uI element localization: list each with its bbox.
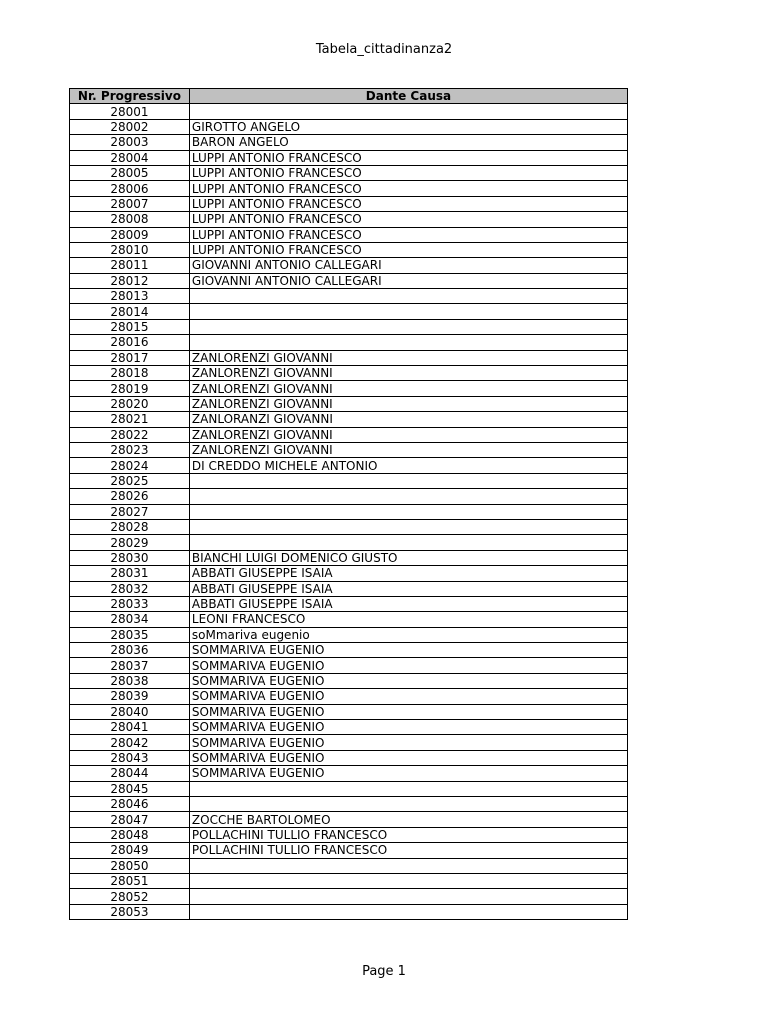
table-row	[70, 566, 628, 581]
table-row	[70, 581, 628, 596]
cell-dante-causa: ZANLORENZI GIOVANNI	[189, 427, 627, 442]
cell-dante-causa: GIROTTO ANGELO	[189, 119, 627, 134]
cell-nr-progressivo: 28007	[70, 196, 190, 211]
cell-nr-progressivo: 28037	[70, 658, 190, 673]
table-body	[70, 104, 628, 920]
table-row	[70, 319, 628, 334]
page-number: Page 1	[362, 964, 406, 979]
cell-dante-causa: LUPPI ANTONIO FRANCESCO	[189, 242, 627, 257]
table-row	[70, 458, 628, 473]
table-row	[70, 858, 628, 873]
table-row	[70, 889, 628, 904]
cell-nr-progressivo: 28040	[70, 704, 190, 719]
table-row	[70, 165, 628, 180]
cell-dante-causa: SOMMARIVA EUGENIO	[189, 658, 627, 673]
cell-nr-progressivo: 28047	[70, 812, 190, 827]
cell-nr-progressivo: 28015	[70, 319, 190, 334]
table-row	[70, 258, 628, 273]
cell-dante-causa	[189, 504, 627, 519]
cell-nr-progressivo: 28025	[70, 473, 190, 488]
table-row	[70, 720, 628, 735]
cell-dante-causa	[189, 904, 627, 919]
table-row	[70, 289, 628, 304]
table-row	[70, 704, 628, 719]
cell-nr-progressivo: 28001	[70, 104, 190, 119]
table-row	[70, 535, 628, 550]
cell-nr-progressivo: 28033	[70, 596, 190, 611]
table-row	[70, 196, 628, 211]
cell-dante-causa: POLLACHINI TULLIO FRANCESCO	[189, 843, 627, 858]
cell-dante-causa: SOMMARIVA EUGENIO	[189, 673, 627, 688]
cell-nr-progressivo: 28024	[70, 458, 190, 473]
header-nr-progressivo: Nr. Progressivo	[70, 89, 190, 104]
cell-dante-causa: SOMMARIVA EUGENIO	[189, 750, 627, 765]
cell-dante-causa: SOMMARIVA EUGENIO	[189, 735, 627, 750]
cell-nr-progressivo: 28048	[70, 827, 190, 842]
cell-dante-causa	[189, 489, 627, 504]
table-row	[70, 119, 628, 134]
cell-dante-causa: ZANLORENZI GIOVANNI	[189, 381, 627, 396]
cell-nr-progressivo: 28014	[70, 304, 190, 319]
cell-dante-causa	[189, 535, 627, 550]
cell-nr-progressivo: 28028	[70, 519, 190, 534]
cell-dante-causa	[189, 858, 627, 873]
cell-dante-causa: ZANLORENZI GIOVANNI	[189, 350, 627, 365]
table-row	[70, 350, 628, 365]
table-row	[70, 658, 628, 673]
cell-nr-progressivo: 28045	[70, 781, 190, 796]
cell-nr-progressivo: 28017	[70, 350, 190, 365]
cell-dante-causa: SOMMARIVA EUGENIO	[189, 720, 627, 735]
cell-nr-progressivo: 28022	[70, 427, 190, 442]
table-row	[70, 412, 628, 427]
cell-nr-progressivo: 28009	[70, 227, 190, 242]
cell-nr-progressivo: 28046	[70, 796, 190, 811]
cell-nr-progressivo: 28052	[70, 889, 190, 904]
cell-dante-causa	[189, 289, 627, 304]
cell-nr-progressivo: 28011	[70, 258, 190, 273]
cell-nr-progressivo: 28016	[70, 335, 190, 350]
cell-dante-causa	[189, 889, 627, 904]
cell-dante-causa: SOMMARIVA EUGENIO	[189, 766, 627, 781]
table-row	[70, 766, 628, 781]
cell-nr-progressivo: 28020	[70, 396, 190, 411]
cell-nr-progressivo: 28038	[70, 673, 190, 688]
table-row	[70, 643, 628, 658]
table-row	[70, 612, 628, 627]
table-row	[70, 381, 628, 396]
cell-dante-causa: LUPPI ANTONIO FRANCESCO	[189, 150, 627, 165]
table-header-row	[70, 89, 628, 104]
cell-nr-progressivo: 28036	[70, 643, 190, 658]
cell-nr-progressivo: 28039	[70, 689, 190, 704]
cell-dante-causa	[189, 319, 627, 334]
cell-dante-causa: LEONI FRANCESCO	[189, 612, 627, 627]
cell-dante-causa: ZANLORENZI GIOVANNI	[189, 442, 627, 457]
cell-nr-progressivo: 28005	[70, 165, 190, 180]
table-row	[70, 904, 628, 919]
table-row	[70, 181, 628, 196]
cell-dante-causa	[189, 104, 627, 119]
cell-nr-progressivo: 28013	[70, 289, 190, 304]
table-row	[70, 150, 628, 165]
document-title: Tabela_cittadinanza2	[315, 42, 453, 57]
cell-dante-causa: ABBATI GIUSEPPE ISAIA	[189, 566, 627, 581]
cell-dante-causa: LUPPI ANTONIO FRANCESCO	[189, 227, 627, 242]
cell-dante-causa: LUPPI ANTONIO FRANCESCO	[189, 212, 627, 227]
cell-nr-progressivo: 28029	[70, 535, 190, 550]
table-row	[70, 873, 628, 888]
table-row	[70, 304, 628, 319]
table-row	[70, 519, 628, 534]
cell-dante-causa: SOMMARIVA EUGENIO	[189, 689, 627, 704]
table-row	[70, 227, 628, 242]
table-row	[70, 135, 628, 150]
cell-nr-progressivo: 28050	[70, 858, 190, 873]
cell-dante-causa: soMmariva eugenio	[189, 627, 627, 642]
cell-nr-progressivo: 28006	[70, 181, 190, 196]
cell-dante-causa: ABBATI GIUSEPPE ISAIA	[189, 596, 627, 611]
cell-dante-causa: BIANCHI LUIGI DOMENICO GIUSTO	[189, 550, 627, 565]
cell-dante-causa: ZOCCHE BARTOLOMEO	[189, 812, 627, 827]
cell-nr-progressivo: 28043	[70, 750, 190, 765]
table-row	[70, 627, 628, 642]
cell-dante-causa	[189, 473, 627, 488]
cell-nr-progressivo: 28019	[70, 381, 190, 396]
cell-nr-progressivo: 28021	[70, 412, 190, 427]
table-row	[70, 550, 628, 565]
table-row	[70, 689, 628, 704]
cell-nr-progressivo: 28010	[70, 242, 190, 257]
cell-nr-progressivo: 28042	[70, 735, 190, 750]
table-row	[70, 827, 628, 842]
table-row	[70, 504, 628, 519]
table-row	[70, 242, 628, 257]
cell-dante-causa: LUPPI ANTONIO FRANCESCO	[189, 181, 627, 196]
table-header	[70, 89, 628, 104]
cell-nr-progressivo: 28031	[70, 566, 190, 581]
table-row	[70, 396, 628, 411]
table-row	[70, 104, 628, 119]
cell-dante-causa: ZANLORANZI GIOVANNI	[189, 412, 627, 427]
cell-dante-causa	[189, 304, 627, 319]
table-row	[70, 812, 628, 827]
table-row	[70, 427, 628, 442]
cell-nr-progressivo: 28053	[70, 904, 190, 919]
cell-nr-progressivo: 28030	[70, 550, 190, 565]
table-row	[70, 796, 628, 811]
cell-nr-progressivo: 28027	[70, 504, 190, 519]
table-row	[70, 489, 628, 504]
cell-nr-progressivo: 28018	[70, 366, 190, 381]
cell-nr-progressivo: 28023	[70, 442, 190, 457]
cell-nr-progressivo: 28034	[70, 612, 190, 627]
cell-dante-causa: SOMMARIVA EUGENIO	[189, 704, 627, 719]
cell-dante-causa: GIOVANNI ANTONIO CALLEGARI	[189, 258, 627, 273]
cell-nr-progressivo: 28032	[70, 581, 190, 596]
cell-dante-causa: ZANLORENZI GIOVANNI	[189, 396, 627, 411]
cell-dante-causa	[189, 519, 627, 534]
header-dante-causa: Dante Causa	[189, 89, 627, 104]
cell-dante-causa: BARON ANGELO	[189, 135, 627, 150]
table-row	[70, 335, 628, 350]
cell-dante-causa: ZANLORENZI GIOVANNI	[189, 366, 627, 381]
table-row	[70, 596, 628, 611]
cell-dante-causa: POLLACHINI TULLIO FRANCESCO	[189, 827, 627, 842]
table-row	[70, 843, 628, 858]
cell-dante-causa	[189, 335, 627, 350]
cell-nr-progressivo: 28051	[70, 873, 190, 888]
cell-nr-progressivo: 28008	[70, 212, 190, 227]
cell-nr-progressivo: 28012	[70, 273, 190, 288]
cell-nr-progressivo: 28035	[70, 627, 190, 642]
cell-nr-progressivo: 28049	[70, 843, 190, 858]
cell-dante-causa: LUPPI ANTONIO FRANCESCO	[189, 165, 627, 180]
cell-nr-progressivo: 28002	[70, 119, 190, 134]
table-row	[70, 673, 628, 688]
cell-nr-progressivo: 28026	[70, 489, 190, 504]
cell-nr-progressivo: 28044	[70, 766, 190, 781]
cell-dante-causa	[189, 781, 627, 796]
cell-nr-progressivo: 28004	[70, 150, 190, 165]
table-row	[70, 473, 628, 488]
cell-nr-progressivo: 28041	[70, 720, 190, 735]
cell-dante-causa: SOMMARIVA EUGENIO	[189, 643, 627, 658]
cell-dante-causa: DI CREDDO MICHELE ANTONIO	[189, 458, 627, 473]
cell-dante-causa: GIOVANNI ANTONIO CALLEGARI	[189, 273, 627, 288]
data-table	[69, 88, 628, 920]
table-row	[70, 735, 628, 750]
cell-dante-causa	[189, 873, 627, 888]
cell-nr-progressivo: 28003	[70, 135, 190, 150]
table-row	[70, 781, 628, 796]
table-row	[70, 750, 628, 765]
cell-dante-causa: LUPPI ANTONIO FRANCESCO	[189, 196, 627, 211]
cell-dante-causa	[189, 796, 627, 811]
table-row	[70, 442, 628, 457]
table-row	[70, 212, 628, 227]
cell-dante-causa: ABBATI GIUSEPPE ISAIA	[189, 581, 627, 596]
table-row	[70, 366, 628, 381]
table-row	[70, 273, 628, 288]
